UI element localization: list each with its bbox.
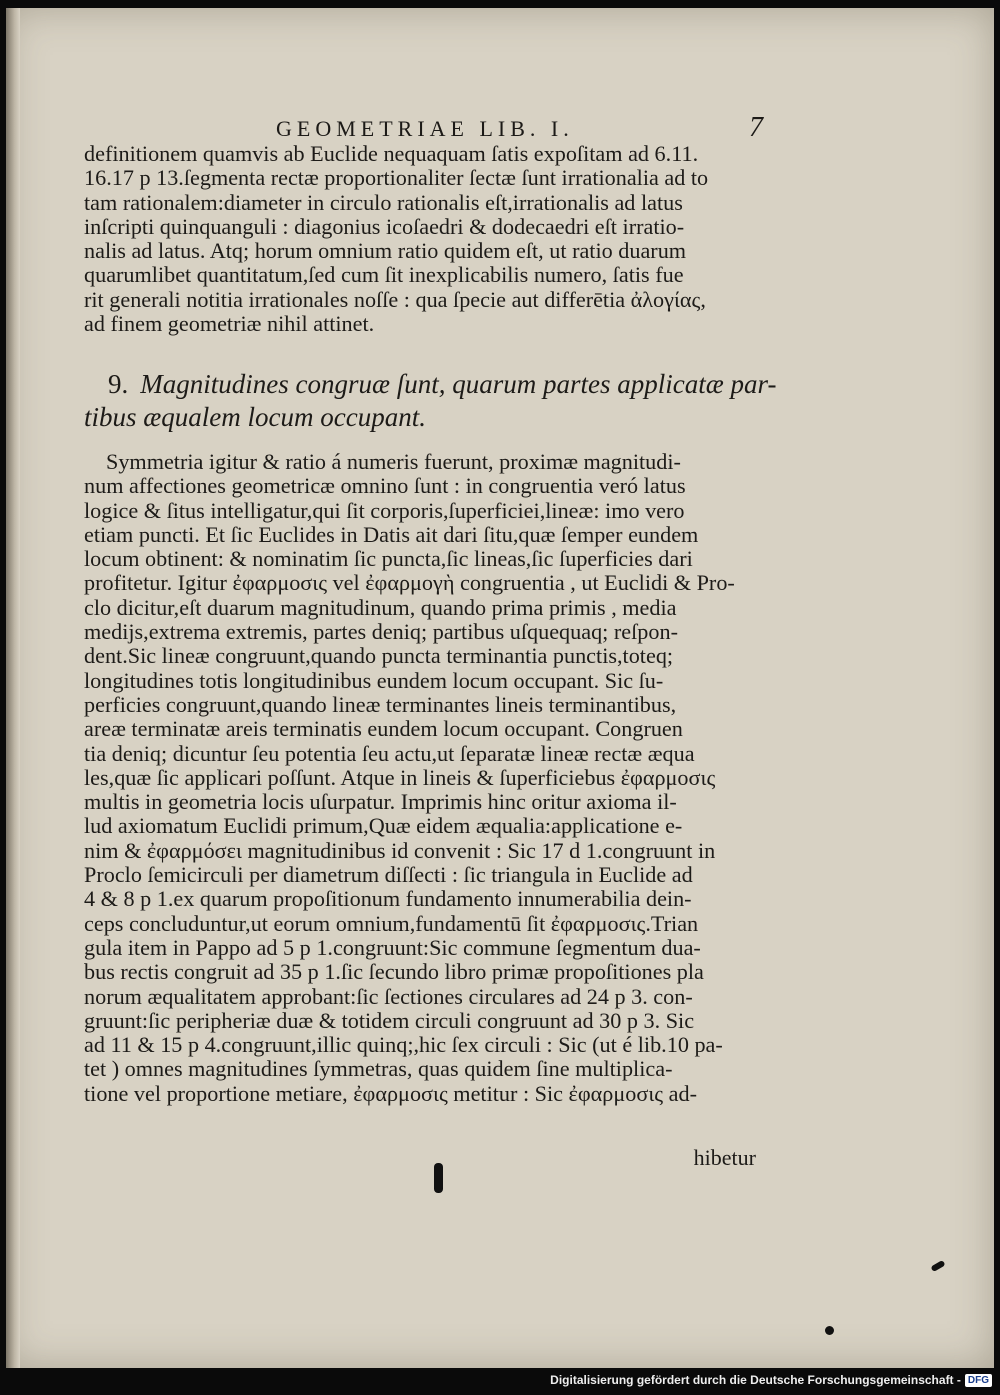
definition-block: [84, 368, 784, 434]
text-line: 16.17 p 13.ſegmenta rectæ proportionaliter ſectæ ſunt irrationalia ad to: [84, 166, 709, 191]
ink-mark: [930, 1260, 945, 1272]
page-number: 7: [749, 112, 763, 143]
catchword: hibetur: [693, 1145, 756, 1170]
definition-line: Magnitudines congruæ ſunt, quarum partes applicatæ par-: [140, 369, 777, 399]
text-line: nalis ad latus. Atq; horum omnium ratio quidem eſt, ut ratio duarum: [84, 239, 687, 264]
text-line: gula item in Pappo ad 5 p 1.congruunt:Sic commune ſegmentum dua-: [84, 935, 701, 960]
definition-number: 9.: [108, 369, 129, 399]
paragraph-2: [84, 450, 774, 1106]
text-line: tam rationalem:diameter in circulo rationalis eſt,irrationalis ad latus: [84, 190, 683, 215]
text-line: ad 11 & 15 p 4.congruunt,illic quinq;,hic ſex circuli : Sic (ut é lib.10 pa-: [84, 1033, 723, 1058]
ink-dot: [825, 1326, 834, 1335]
text-line: nim & ἐφαρμόσει magnitudinibus id convenit : Sic 17 d 1.congruunt in: [84, 838, 716, 863]
text-line: les,quæ ſic applicari poſſunt. Atque in lineis & ſuperficiebus ἐφαρμοσις: [84, 765, 716, 790]
text-line: bus rectis congruit ad 35 p 1.ſic ſecundo libro primæ propoſitiones pla: [84, 960, 704, 985]
text-line: Symmetria igitur & ratio á numeris fuerunt, proximæ magnitudi-: [106, 450, 681, 474]
text-line: ad finem geometriæ nihil attinet.: [84, 312, 375, 337]
text-line: locum obtinent: & nominatim ſic puncta,ſic lineas,ſic ſuperficies dari: [84, 547, 693, 572]
text-line: definitionem quamvis ab Euclide nequaquam ſatis expoſitam ad 6.11.: [84, 142, 699, 166]
text-line: logice & ſitus intelligatur,qui ſit corporis,ſuperficiei,lineæ: imo vero: [84, 498, 685, 523]
text-line: ceps concluduntur,ut eorum omnium,fundamentū ſit ἐφαρμοσις.Trian: [84, 911, 699, 936]
text-line: quarumlibet quantitatum,ſed cum ſit inexplicabilis numero, ſatis fue: [84, 263, 684, 288]
text-line: tia deniq; dicuntur ſeu potentia ſeu actu,ut ſeparatæ lineæ rectæ æqua: [84, 741, 695, 766]
text-line: multis in geometria locis uſurpatur. Imprimis hinc oritur axioma il-: [84, 790, 677, 815]
text-line: perficies congruunt,quando lineæ terminantes lineis terminantibus,: [84, 692, 677, 717]
footer-text: Digitalisierung gefördert durch die Deutsche Forschungsgemeinschaft -: [550, 1373, 961, 1387]
text-line: 4 & 8 p 1.ex quarum propoſitionum fundamento innumerabilia dein-: [84, 887, 692, 912]
text-line: dent.Sic lineæ congruunt,quando puncta terminantia punctis,toteq;: [84, 644, 674, 669]
text-line: longitudines totis longitudinibus eundem locum occupant. Sic ſu-: [84, 668, 664, 693]
paragraph-1: [84, 142, 774, 336]
footer-credit: [550, 1369, 992, 1391]
text-line: inſcripti quinquanguli : diagonius icoſaedri & dodecaedri eſt irratio-: [84, 214, 685, 239]
ink-blot: [434, 1163, 443, 1193]
text-line: areæ terminatæ areis terminatis eundem locum occupant. Congruen: [84, 717, 683, 742]
dfg-logo: DFG: [965, 1374, 992, 1387]
text-line: tet ) omnes magnitudines ſymmetras, quas quidem ſine multiplica-: [84, 1057, 673, 1082]
text-line: profitetur. Igitur ἐφαρμοσις vel ἐφαρμογὴ congruentia , ut Euclidi & Pro-: [84, 571, 735, 596]
text-line: medijs,extrema extremis, partes deniq; partibus uſquequaq; reſpon-: [84, 620, 678, 645]
text-line: lud axiomatum Euclidi primum,Quæ eidem æqualia:applicatione e-: [84, 814, 683, 839]
text-line: norum æqualitatem approbant:ſic ſectiones circulares ad 24 p 3. con-: [84, 984, 693, 1009]
text-line: num affectiones geometricæ omnino ſunt : in congruentia veró latus: [84, 474, 686, 499]
running-title: GEOMETRIAE LIB. I.: [276, 116, 574, 141]
text-line: tione vel proportione metiare, ἐφαρμοσις metitur : Sic ἐφαρμοσις ad-: [84, 1081, 697, 1106]
text-line: Proclo ſemicirculi per diametrum diſſecti : ſic triangula in Euclide ad: [84, 863, 693, 888]
text-line: etiam puncti. Et ſic Euclides in Datis ait dari ſitu,quæ ſemper eundem: [84, 522, 699, 547]
definition-line: tibus æqualem locum occupant.: [84, 402, 426, 432]
text-line: clo dicitur,eſt duarum magnitudinum, quando prima primis , media: [84, 595, 677, 620]
page-gutter-edge: [6, 8, 20, 1368]
book-page: [6, 8, 994, 1368]
text-line: rit generali notitia irrationales noſſe : qua ſpecie aut differētia ἀλογίας,: [84, 287, 706, 312]
text-line: gruunt:ſic peripheriæ duæ & totidem circuli congruunt ad 30 p 3. Sic: [84, 1008, 695, 1033]
